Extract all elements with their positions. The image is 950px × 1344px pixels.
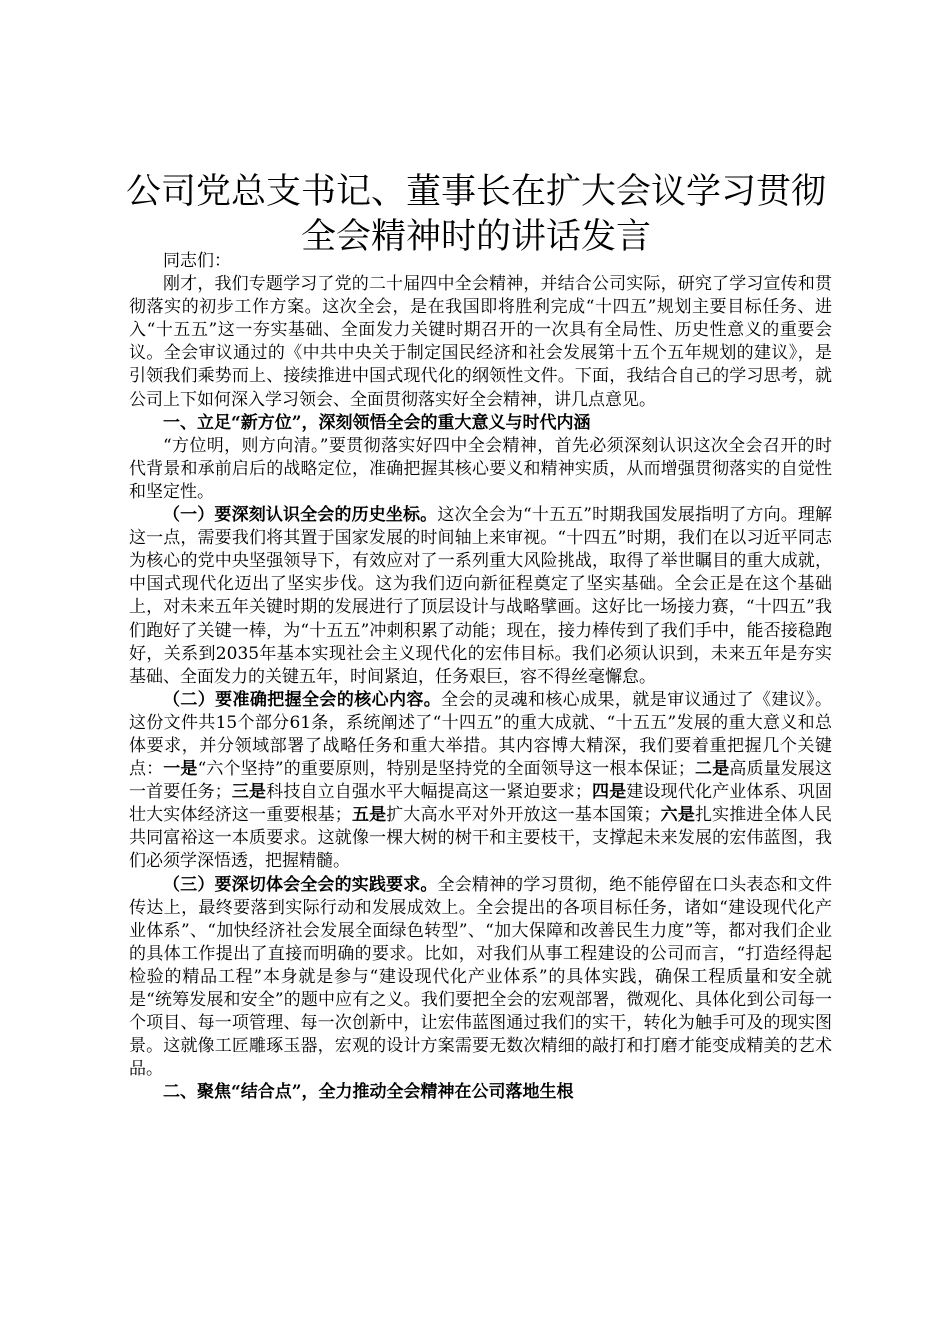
key-point-1-label: 一是: [163, 759, 198, 780]
section-heading-1: 一、立足“新方位”，深刻领悟全会的重大意义与时代内涵: [163, 412, 591, 433]
key-point-6-text: 扎实推进全体人民共同富裕这一本质要求。这就像一棵大树的树干和主要枝干，支撑起未来发展的宏伟蓝图，我们必须学深悟透，把握精髓。: [129, 805, 833, 872]
key-point-2-text: 高质量发展这一首要任务；: [129, 759, 833, 803]
key-point-3-label: 三是: [231, 782, 267, 803]
item-2-paragraph: [129, 689, 832, 874]
item-2-lead: （二）要准确把握全会的核心内容。: [163, 689, 442, 710]
key-point-2-label: 二是: [694, 759, 730, 780]
item-3-text: 全会精神的学习贯彻，绝不能停留在口头表态和文件传达上，最终要落到实际行动和发展成效上。全会提出的各项目标任务，诸如“建设现代化产业体系”、“加快经济社会发展全面绿色转型”、“加大保障和改善民生力度”等，都对我们企业的具体工作提出了直接而明确的要求。比如，对我们从事工程建设的公司而言，“打造经得起检验的精品工程”本身就是参与“建设现代化产业体系”的具体实践，确保工程质量和安全就是“统筹发展和安全”的题中应有之义。我们要把全会的宏观部署，微观化、具体化到公司每一个项目、每一项管理、每一次创新中，让宏伟蓝图通过我们的实干，转化为触手可及的现实图景。这就像工匠雕琢玉器，宏观的设计方案需要无数次精细的敲打和打磨才能变成精美的艺术品。: [129, 874, 833, 1080]
item-3-lead: （三）要深切体会全会的实践要求。: [163, 874, 438, 895]
title-line-2: 全会精神时的讲话发言: [300, 217, 651, 257]
intro-paragraph: 刚才，我们专题学习了党的二十届四中全会精神，并结合公司实际，研究了学习宣传和贯彻落实的初步工作方案。这次全会，是在我国即将胜利完成“十四五”规划主要目标任务、进入“十五五”这一夯实基础、全面发力关键时期召开的一次具有全局性、历史性意义的重要会议。全会审议通过的《中共中央关于制定国民经济和社会发展第十五个五年规划的建议》，是引领我们乘势而上、接续推进中国式现代化的纲领性文件。下面，我结合自己的学习思考，就公司上下如何深入学习领会、全面贯彻落实好全会精神，讲几点意见。: [129, 274, 832, 410]
document-title: [120, 170, 832, 260]
key-point-4-text: 建设现代化产业体系、巩固壮大实体经济这一重要根基；: [129, 782, 833, 826]
document-body: [129, 250, 832, 1104]
key-point-5-label: 五是: [351, 805, 387, 826]
item-1-lead: （一）要深刻认识全会的历史坐标。: [163, 505, 438, 526]
item-3-paragraph: [129, 874, 832, 1082]
key-point-3-text: 科技自立自强水平大幅提高这一紧迫要求；: [266, 782, 592, 803]
key-point-6-label: 六是: [660, 805, 695, 826]
section-1-intro-paragraph: “方位明，则方向清。”要贯彻落实好四中全会精神，首先必须深刻认识这次全会召开的时代背景和承前启后的战略定位，准确把握其核心要义和精神实质，从而增强贯彻落实的自觉性和坚定性。: [129, 435, 832, 502]
key-point-5-text: 扩大高水平对外开放这一基本国策；: [386, 805, 661, 826]
item-1-paragraph: [129, 504, 832, 689]
item-1-text: 这次全会为“十五五”时期我国发展指明了方向。理解这一点，需要我们将其置于国家发展的时间轴上来审视。“十四五”时期，我们在以习近平同志为核心的党中央坚强领导下，有效应对了一系列重大风险挑战，取得了举世瞩目的重大成就，中国式现代化迈出了坚实步伐。这为我们迈向新征程奠定了坚实基础。全会正是在这个基础上，对未来五年关键时期的发展进行了顶层设计与战略擘画。这好比一场接力赛，“十四五”我们跑好了关键一棒，为“十五五”冲刺积累了动能；现在，接力棒传到了我们手中，能否接稳跑好，关系到2035年基本实现社会主义现代化的宏伟目标。我们必须认识到，未来五年是夯实基础、全面发力的关键五年，时间紧迫，任务艰巨，容不得丝毫懈怠。: [129, 505, 833, 687]
title-line-1: 公司党总支书记、董事长在扩大会议学习贯彻: [125, 172, 826, 212]
key-point-1-text: “六个坚持”的重要原则，特别是坚持党的全面领导这一根本保证；: [197, 759, 695, 780]
salutation: 同志们：: [163, 251, 231, 271]
item-2-text: 全会的灵魂和核心成果，就是审议通过了《建议》。这份文件共15个部分61条，系统阐述了“十四五”的重大成就、“十五五”发展的重大意义和总体要求，并分领域部署了战略任务和重大举措。其内容博大精深，我们要着重把握几个关键点：: [129, 689, 833, 780]
section-heading-2: 二、聚焦“结合点”，全力推动全会精神在公司落地生根: [163, 1082, 574, 1103]
key-point-4-label: 四是: [591, 782, 627, 803]
